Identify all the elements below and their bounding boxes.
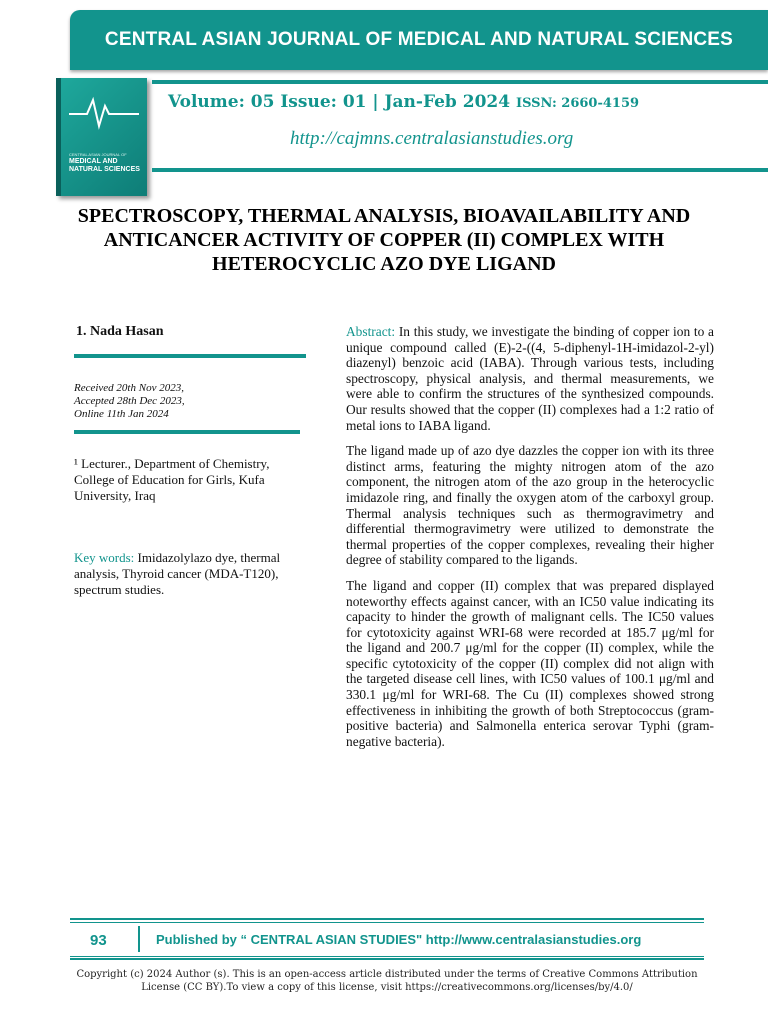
volume-issue: Volume: 05 Issue: 01 | Jan-Feb 2024 xyxy=(168,92,511,112)
footer-rule-bottom xyxy=(70,958,704,960)
journal-banner xyxy=(70,10,768,70)
journal-name: CENTRAL ASIAN JOURNAL OF MEDICAL AND NATURAL SCIENCES xyxy=(104,29,734,50)
received-date: Received 20th Nov 2023, xyxy=(74,382,184,394)
header-rule-top xyxy=(152,80,768,84)
online-date: Online 11th Jan 2024 xyxy=(74,408,169,420)
article-dates xyxy=(74,382,185,421)
copyright-notice: Copyright (c) 2024 Author (s). This is an open-access article distributed under the terms of Creative Commons Attribution License (CC BY).To view a copy of this license, visit https://creativecommons.org/licenses/by/4.0/ xyxy=(76,969,698,993)
publisher-line[interactable]: Published by “ CENTRAL ASIAN STUDIES" http://www.centralasianstudies.org xyxy=(156,932,642,947)
cover-title: MEDICAL AND NATURAL SCIENCES xyxy=(69,158,140,173)
abstract-paragraph-3: The ligand and copper (II) complex that was prepared displayed noteworthy effects against cancer, with an IC50 value indicating its capacity to hinder the growth of malignant cells. The IC50 values for cytotoxicity against WRI-68 were recorded at 185.7 μg/ml for the ligand and 200.7 μg/ml for the copper (II) complex, while the specific cytotoxicity of the copper (II) complex did not align with the targeted disease cell lines, with IC50 values of 100.1 μg/ml and 330.1 μg/ml for WRI-68. The Cu (II) complexes showed strong effectiveness in inhibiting the growth of both Streptococcus (gram-positive bacteria) and Salmonella enterica serovar Typhi (gram-negative bacteria). xyxy=(346,577,714,749)
keywords xyxy=(74,550,304,598)
footer-rule xyxy=(70,918,704,920)
footer-rule-thin xyxy=(70,922,704,923)
volume-line xyxy=(168,92,639,112)
header-rule-bottom xyxy=(152,168,768,172)
cover-small-text: CENTRAL ASIAN JOURNAL OF xyxy=(69,152,127,157)
author-name: 1. Nada Hasan xyxy=(76,324,164,339)
footer-separator xyxy=(138,926,140,952)
page-number: 93 xyxy=(90,932,107,949)
sidebar-rule-2 xyxy=(74,430,300,434)
author-affiliation: ¹ Lecturer., Department of Chemistry, College of Education for Girls, Kufa University, Iraq xyxy=(74,456,270,503)
keywords-label: Key words: xyxy=(74,550,135,565)
journal-url[interactable]: http://cajmns.centralasianstudies.org xyxy=(290,128,574,149)
journal-cover-image xyxy=(56,78,147,196)
abstract xyxy=(346,324,714,759)
footer-rule-thin-bottom xyxy=(70,956,704,957)
heartbeat-icon xyxy=(69,92,139,132)
abstract-paragraph-1 xyxy=(346,324,714,433)
abstract-text-1: In this study, we investigate the binding of copper ion to a unique compound called (E)-2-((4, 5-diphenyl-1H-imidazol-2-yl) diazenyl) benzoic acid (IABA). Through various tests, including spectroscopy, physical analysis, and thermal measurements, we were able to confirm the structures of the synthesized compounds. Our results showed that the copper (II) complexes had a 1:2 ratio of metal ions to IABA ligand. xyxy=(346,324,714,433)
article-title: SPECTROSCOPY, THERMAL ANALYSIS, BIOAVAILABILITY AND ANTICANCER ACTIVITY OF COPPER (II) COMPLEX WITH HETEROCYCLIC AZO DYE LIGAND xyxy=(77,205,691,275)
sidebar-rule xyxy=(74,354,306,358)
abstract-paragraph-2: The ligand made up of azo dye dazzles the copper ion with its three distinct arms, featuring the mighty nitrogen atom of the azo component, the nitrogen atom of the azo group in the heterocyclic imidazole ring, and finally the oxygen atom of the carboxyl group. Thermal analysis techniques such as thermogravimetry and differential thermogravimetry were utilized to demonstrate the thermal properties of the copper complexes, revealing their higher degree of stability compared to the ligands. xyxy=(346,443,714,568)
abstract-label: Abstract: xyxy=(346,324,396,339)
accepted-date: Accepted 28th Dec 2023, xyxy=(74,395,185,407)
keywords-text: Imidazolylazo dye, thermal analysis, Thyroid cancer (MDA-T120), spectrum studies. xyxy=(74,550,281,597)
issn: ISSN: 2660-4159 xyxy=(515,96,640,111)
